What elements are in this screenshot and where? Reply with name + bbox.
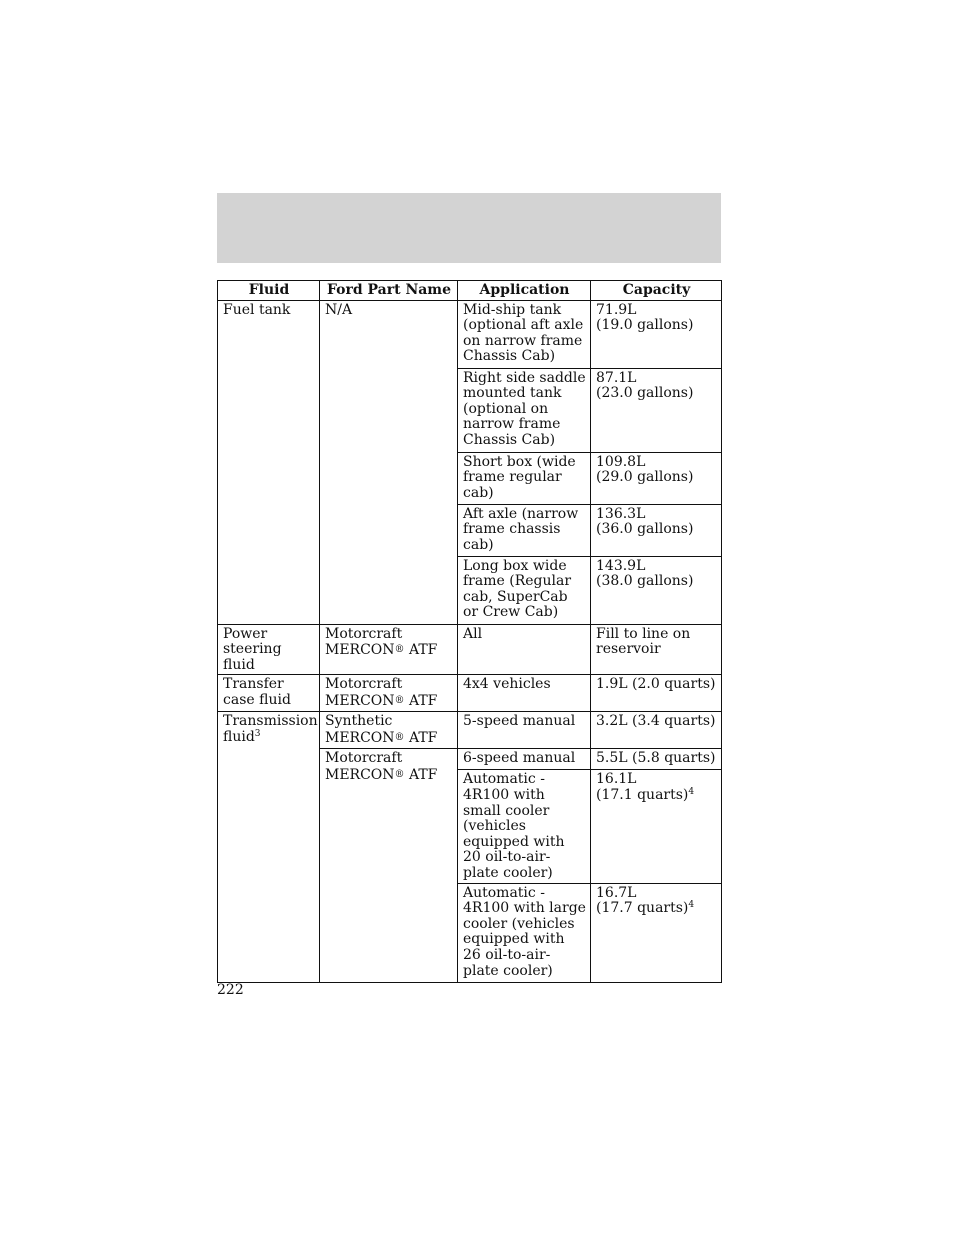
capacity-value: 16.7L [596, 884, 637, 901]
application-cell: 4x4 vehicles [458, 675, 591, 712]
registered-mark: ® [394, 644, 405, 656]
fluid-label: Transmission fluid [223, 713, 318, 745]
capacity-cell: 3.2L (3.4 quarts) [591, 712, 722, 749]
page-number: 222 [217, 982, 244, 998]
header-ford-part-name: Ford Part Name [320, 281, 458, 301]
part-product: MERCON [325, 642, 395, 659]
application-cell: Short box (wide frame regular cab) [458, 452, 591, 504]
capacity-cell: Fill to line on reservoir [591, 624, 722, 675]
application-cell: Right side saddle mounted tank (optional on narrow frame Chassis Cab) [458, 368, 591, 452]
capacity-value-alt: (36.0 gallons) [596, 521, 694, 538]
part-cell-motorcraft [320, 749, 458, 982]
header-fluid: Fluid [218, 281, 320, 301]
part-brand-line: Motorcraft [325, 676, 403, 693]
capacity-value: 16.1L [596, 771, 637, 788]
part-suffix: ATF [409, 692, 438, 709]
capacity-value-alt: (17.1 quarts) [596, 786, 689, 803]
application-cell: Automatic - 4R100 with small cooler (vehicles equipped with 20 oil-to-air-plate cooler) [458, 770, 591, 883]
header-capacity: Capacity [591, 281, 722, 301]
capacity-cell [591, 556, 722, 624]
footnote-marker: 3 [254, 728, 261, 739]
capacity-value-alt: (19.0 gallons) [596, 317, 694, 334]
part-suffix: ATF [409, 766, 438, 783]
capacity-cell: 1.9L (2.0 quarts) [591, 675, 722, 712]
part-product: MERCON [325, 692, 395, 709]
capacity-value: 87.1L [596, 369, 637, 386]
part-brand-line: Motorcraft [325, 625, 403, 642]
application-cell: Mid-ship tank (optional aft axle on narrow frame Chassis Cab) [458, 300, 591, 368]
registered-mark: ® [394, 731, 405, 743]
capacity-value: 109.8L [596, 453, 646, 470]
fluid-cell-fuel-tank: Fuel tank [218, 300, 320, 624]
part-cell-fuel-tank: N/A [320, 300, 458, 624]
application-cell: Long box wide frame (Regular cab, SuperCab or Crew Cab) [458, 556, 591, 624]
capacity-value: 71.9L [596, 301, 637, 318]
application-cell: Automatic - 4R100 with large cooler (vehicles equipped with 26 oil-to-air-plate cooler) [458, 883, 591, 982]
footnote-marker: 4 [688, 900, 695, 911]
part-product: MERCON [325, 729, 395, 746]
part-suffix: ATF [409, 642, 438, 659]
capacity-value-alt: (29.0 gallons) [596, 469, 694, 486]
capacity-cell [591, 452, 722, 504]
application-cell: 6-speed manual [458, 749, 591, 770]
capacity-cell [591, 504, 722, 556]
capacity-value-alt: (23.0 gallons) [596, 385, 694, 402]
part-cell-transfer-case [320, 675, 458, 712]
registered-mark: ® [394, 768, 405, 780]
section-header-band [217, 193, 721, 263]
table-row [218, 624, 722, 675]
part-cell-power-steering [320, 624, 458, 675]
table-row [218, 712, 722, 749]
registered-mark: ® [394, 694, 405, 706]
capacity-cell [591, 883, 722, 982]
part-brand-line: Motorcraft [325, 750, 403, 767]
capacity-cell [591, 770, 722, 883]
table-row [218, 675, 722, 712]
capacity-value: 143.9L [596, 557, 646, 574]
application-cell: All [458, 624, 591, 675]
capacity-value-alt: (38.0 gallons) [596, 573, 694, 590]
footnote-marker: 4 [688, 786, 695, 797]
fluid-cell-transfer-case: Transfer case fluid [218, 675, 320, 712]
fluid-cell-power-steering: Power steering fluid [218, 624, 320, 675]
part-product: MERCON [325, 766, 395, 783]
header-application: Application [458, 281, 591, 301]
table-header-row [218, 281, 722, 301]
table-row [218, 300, 722, 368]
capacity-cell: 5.5L (5.8 quarts) [591, 749, 722, 770]
application-cell: 5-speed manual [458, 712, 591, 749]
application-cell: Aft axle (narrow frame chassis cab) [458, 504, 591, 556]
part-suffix: ATF [409, 729, 438, 746]
part-cell-synthetic [320, 712, 458, 749]
capacity-value: 136.3L [596, 505, 646, 522]
capacity-value-alt: (17.7 quarts) [596, 900, 689, 917]
capacity-cell [591, 368, 722, 452]
part-brand-line: Synthetic [325, 713, 393, 730]
capacity-cell [591, 300, 722, 368]
fluid-cell-transmission [218, 712, 320, 982]
fluid-capacity-table [217, 280, 722, 983]
